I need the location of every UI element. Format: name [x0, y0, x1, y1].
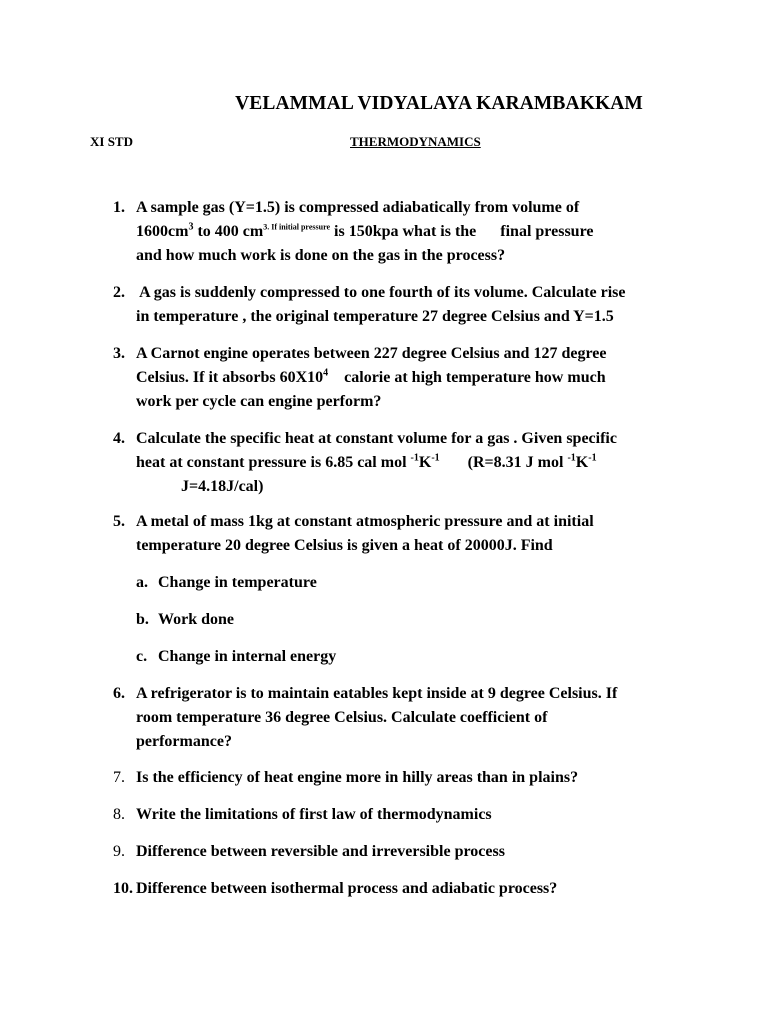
question-7	[113, 766, 693, 790]
question-line: $1600cm^3$ to 400 $cm^{3. If initial pressure}$ is 150kpa what is the final pressure	[136, 221, 594, 240]
question-line: A metal of mass 1kg at constant atmospheric pressure and at initial	[136, 513, 594, 530]
question-line: Celsius. If it absorbs $60X10^4$ calorie at high temperature how much	[136, 367, 606, 386]
class-label: XI STD	[90, 134, 133, 149]
question-10	[113, 877, 693, 901]
question-line: A Carnot engine operates between 227 degree Celsius and 127 degree	[136, 345, 607, 362]
question-line: Difference between reversible and irreversible process	[136, 843, 505, 860]
question-number: 2.	[113, 284, 125, 301]
question-line: work per cycle can engine perform?	[136, 393, 382, 410]
question-8	[113, 803, 693, 827]
question-number: 9.	[113, 843, 125, 860]
question-line: in temperature , the original temperature 27 degree Celsius and Y=1.5	[136, 308, 614, 325]
subject-title: THERMODYNAMICS	[350, 134, 481, 149]
question-6	[113, 682, 693, 754]
question-line: room temperature 36 degree Celsius. Calculate coefficient of	[136, 709, 548, 726]
question-line: Calculate the specific heat at constant volume for a gas . Given specific	[136, 430, 617, 447]
question-4	[113, 427, 693, 499]
question-line: J=4.18J/cal)	[181, 478, 264, 495]
subquestion-c: c. Change in internal energy	[136, 648, 337, 665]
question-line: Difference between isothermal process and adiabatic process?	[136, 880, 558, 897]
question-line: A sample gas (Y=1.5) is compressed adiabatically from volume of	[136, 199, 580, 216]
question-number: 7.	[113, 769, 125, 786]
question-3	[113, 342, 693, 414]
superscript: 4	[323, 367, 329, 379]
question-number: 10.	[113, 880, 133, 897]
question-line: performance?	[136, 733, 232, 750]
question-number: 1.	[113, 199, 125, 216]
subquestion-b: b. Work done	[136, 611, 235, 628]
question-line: A refrigerator is to maintain eatables kept inside at 9 degree Celsius. If	[136, 685, 618, 702]
question-number: 5.	[113, 513, 125, 530]
question-line: Write the limitations of first law of thermodynamics	[136, 806, 492, 823]
question-line: heat at constant pressure is 6.85 cal mol $^{-1}K^{-1}$ (R=8.31 J mol $^{-1}K^{-1}$	[136, 452, 597, 471]
question-9	[113, 840, 693, 864]
question-line: temperature 20 degree Celsius is given a heat of 20000J. Find	[136, 537, 553, 554]
question-number: 4.	[113, 430, 125, 447]
question-line: A gas is suddenly compressed to one fourth of its volume. Calculate rise	[136, 284, 626, 301]
question-number: 3.	[113, 345, 125, 362]
question-number: 8.	[113, 806, 125, 823]
subquestion-a: a. Change in temperature	[136, 574, 317, 591]
question-5	[113, 510, 693, 558]
superscript: 3	[188, 221, 194, 233]
question-2	[113, 281, 693, 329]
question-number: 6.	[113, 685, 125, 702]
question-line: and how much work is done on the gas in the process?	[136, 247, 506, 264]
school-name: VELAMMAL VIDYALAYA KARAMBAKKAM	[235, 93, 643, 114]
question-1	[113, 196, 693, 268]
superscript: 3. If initial pressure	[263, 222, 331, 232]
question-line: Is the efficiency of heat engine more in hilly areas than in plains?	[136, 769, 579, 786]
